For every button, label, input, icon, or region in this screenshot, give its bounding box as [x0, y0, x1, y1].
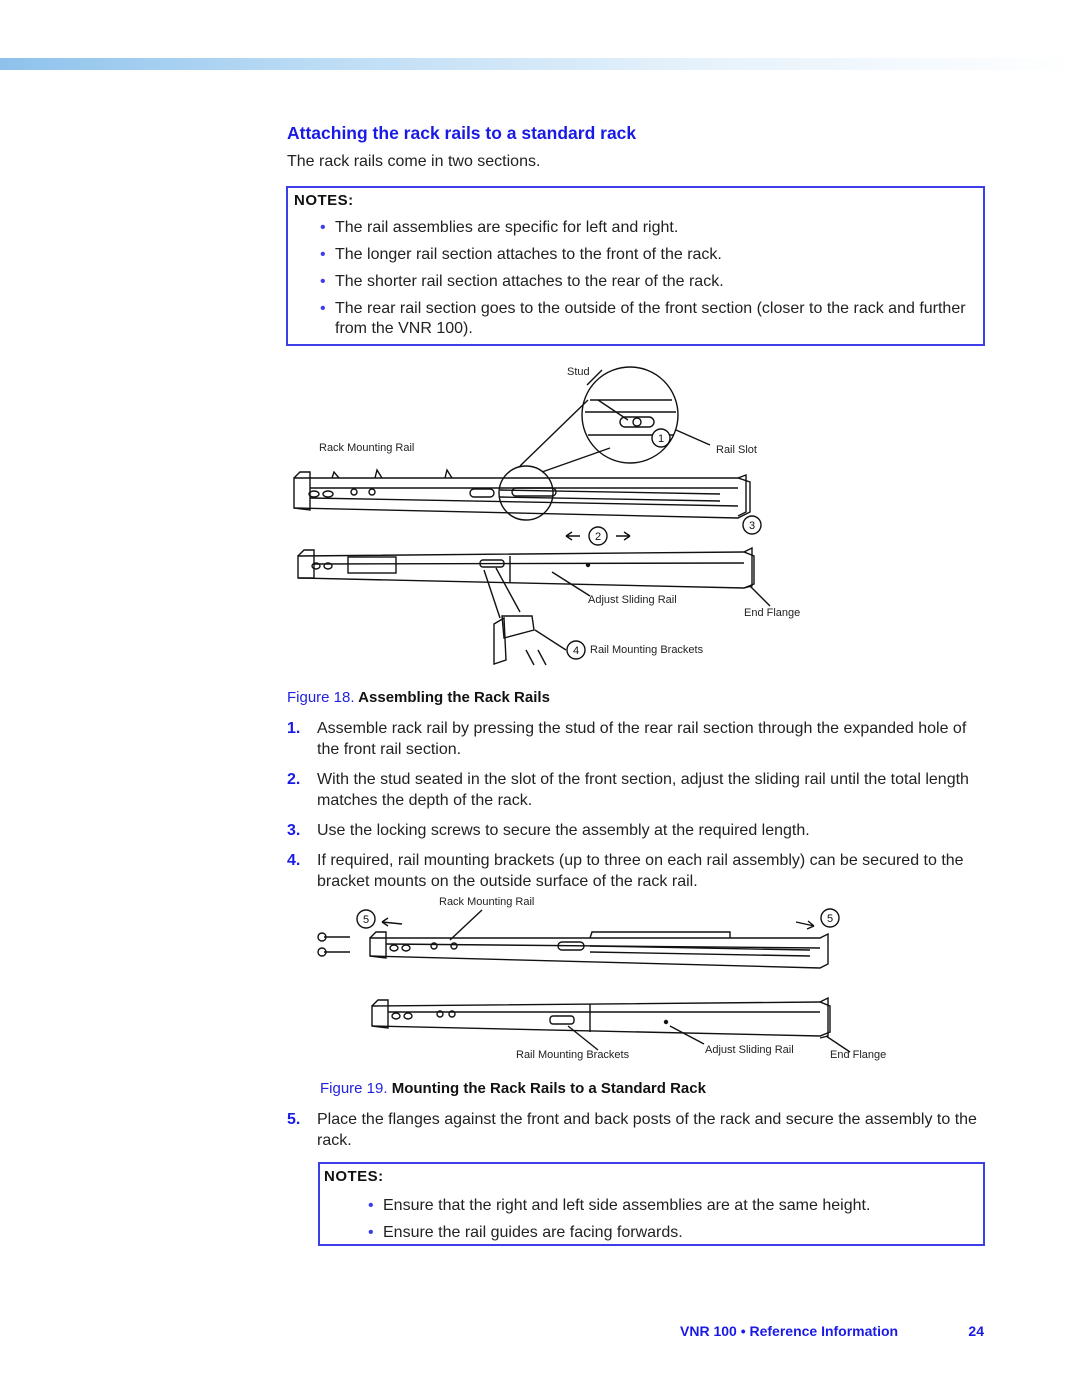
label-stud: Stud — [567, 366, 590, 378]
note-item: • The rail assemblies are specific for left and right. — [320, 218, 973, 238]
figure-caption-text: Assembling the Rack Rails — [358, 689, 550, 706]
figure-caption — [287, 689, 550, 706]
header-gradient-bar — [0, 58, 1080, 70]
label-adjust-sliding-rail: Adjust Sliding Rail — [588, 594, 677, 606]
note-item: • The rear rail section goes to the outside of the front section (closer to the rack and further from the VNR 100). — [320, 299, 973, 339]
notes-box — [286, 186, 985, 346]
notes-box — [318, 1162, 985, 1246]
step-text: Place the flanges against the front and back posts of the rack and secure the assembly to the rack. — [317, 1111, 977, 1149]
notes-list — [320, 218, 973, 346]
magnifier-circle — [582, 367, 678, 463]
label-rail-mounting-brackets: Rail Mounting Brackets — [516, 1049, 630, 1061]
step-number: 4. — [287, 852, 301, 869]
figure-mounting-rack-rails — [310, 892, 910, 1072]
figure-caption-text: Mounting the Rack Rails to a Standard Rack — [391, 1080, 706, 1097]
figure-number: Figure 19. — [320, 1080, 388, 1097]
step-number: 3. — [287, 822, 301, 839]
label-end-flange: End Flange — [830, 1049, 887, 1061]
label-rail-mounting-brackets: Rail Mounting Brackets — [590, 644, 704, 656]
step-text: Use the locking screws to secure the assembly at the required length. — [317, 822, 810, 839]
step-item — [287, 769, 987, 811]
note-item: • Ensure the rail guides are facing forwards. — [368, 1223, 973, 1243]
callout-5-left: 5 — [362, 914, 370, 926]
label-end-flange: End Flange — [744, 607, 801, 619]
section-title: Attaching the rack rails to a standard rack — [287, 123, 637, 143]
figure-number: Figure 18. — [287, 689, 355, 706]
notes-label: NOTES: — [324, 1168, 384, 1185]
step-item — [287, 1109, 987, 1151]
figure-assembling-rack-rails — [280, 360, 820, 670]
footer-text: VNR 100 • Reference Information — [680, 1323, 899, 1339]
rack-rails-illustration — [280, 360, 820, 670]
note-item: • Ensure that the right and left side assemblies are at the same height. — [368, 1196, 973, 1216]
step-text: Assemble rack rail by pressing the stud of the rear rail section through the expanded hole of the front rail section. — [317, 720, 967, 758]
notes-label: NOTES: — [294, 192, 354, 209]
step-text: With the stud seated in the slot of the front section, adjust the sliding rail until the total length matches the depth of the rack. — [317, 771, 969, 809]
step-text: If required, rail mounting brackets (up to three on each rail assembly) can be secured to the bracket mounts on the outside surface of the rack rail. — [317, 852, 964, 890]
mounting-rails-illustration — [310, 892, 910, 1072]
callout-4: 4 — [572, 645, 580, 657]
note-item: • The longer rail section attaches to the front of the rack. — [320, 245, 973, 265]
step-item — [287, 850, 987, 892]
detail-circle — [499, 466, 553, 520]
callout-2: 2 — [594, 531, 602, 543]
intro-text: The rack rails come in two sections. — [287, 153, 541, 170]
step-number: 1. — [287, 720, 301, 737]
note-item: • The shorter rail section attaches to the rear of the rack. — [320, 272, 973, 292]
step-number: 5. — [287, 1111, 301, 1128]
callout-1: 1 — [657, 433, 665, 445]
label-rack-mounting-rail: Rack Mounting Rail — [439, 896, 535, 908]
steps-list — [287, 1109, 987, 1160]
notes-list — [368, 1196, 973, 1250]
label-rail-slot: Rail Slot — [716, 444, 757, 456]
label-rack-mounting-rail: Rack Mounting Rail — [319, 442, 415, 454]
steps-list — [287, 718, 987, 901]
page-number: 24 — [968, 1323, 984, 1339]
step-item — [287, 820, 987, 841]
step-item — [287, 718, 987, 760]
label-adjust-sliding-rail: Adjust Sliding Rail — [705, 1044, 794, 1056]
figure-caption — [320, 1080, 706, 1097]
callout-5-right: 5 — [826, 913, 834, 925]
callout-3: 3 — [748, 520, 756, 532]
step-number: 2. — [287, 771, 301, 788]
